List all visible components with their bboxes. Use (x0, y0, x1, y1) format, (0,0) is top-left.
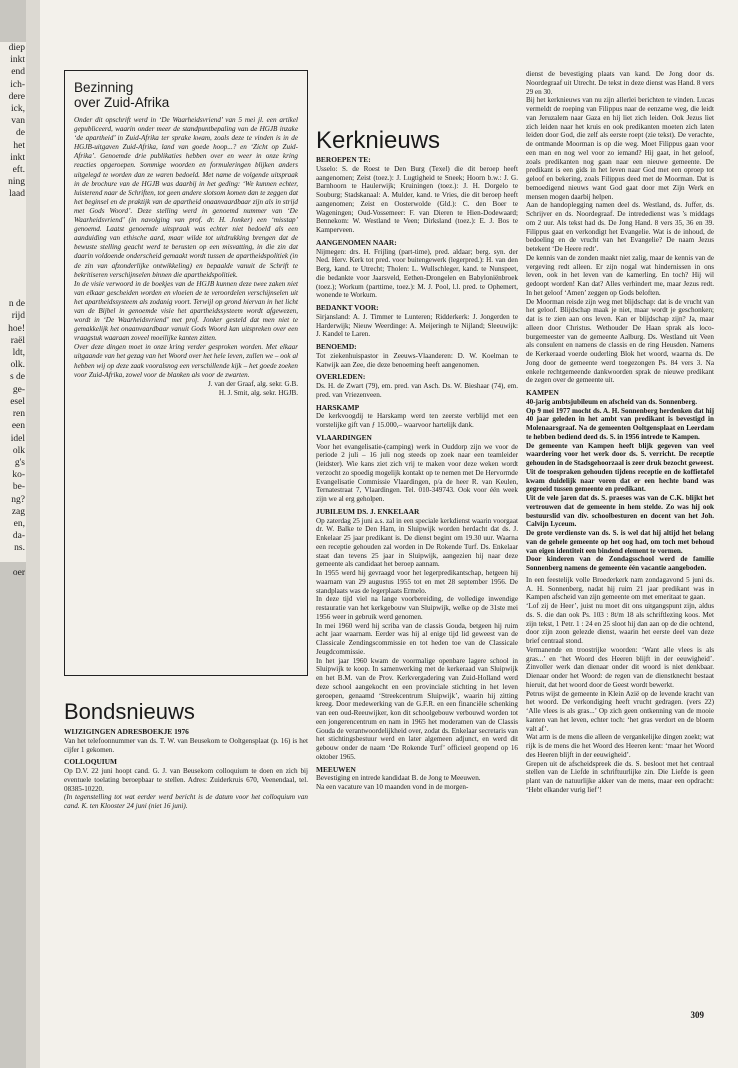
news-text: Sirjansland: A. J. Timmer te Lunteren; Ridderkerk: J. Jongerden te Harderwijk; Nieuw Weerdinge: A. Meijeringh te Nijland; Sleeuwijk: J. Kandel te Laren. (316, 312, 518, 339)
news-text: Aan de handoplegging namen deel ds. Westland, ds. Juffer, ds. Schrijver en ds. Noordegraaf. De intrededienst was 's middags om 2 uur. Als tekst had ds. De Jong Hand. 8 vers 35, 36 en 39. Filippus gaat en verkondigt het Evangelie. Wat is de inhoud, de bedoeling en de vrucht van het Evangelie? De naam Jezus betekent ‘De Heere redt’. (526, 201, 714, 253)
section-heading: BEDANKT VOOR: (316, 303, 379, 312)
article-paragraph: Onder dit opschrift werd in ‘De Waarheidsvriend’ van 5 mei jl. een artikel gepubliceerd, waarin onder meer de standpuntbepaling van de HGJB inzake ‘de apartheid’ in Zuid-Afrika ter sprake kwam, zoals deze te vinden is in de HGJB-uitgaven Zuid-Afrika, land van goede hoop...? en ‘Zicht op Zuid-Afrika’. Genoemde drie publikaties hebben over en weer in onze kring reacties opgeroepen. Sommige woorden en formuleringen blijken anders uitgelegd te worden dan ze waren bedoeld. Met name de volgende uitspraak in de brochure van de HGJB was daarbij in het geding: ‘We kunnen echter, luisterend naar de Schriften, tot geen andere slotsom komen dan te zeggen dat het beginsel en de praktijk van de apartheid onaanvaardbaar zijn als in strijd met Gods Woord’. Deze stelling werd in genoemd nummer van ‘De Waarheidsvriend’ (in navolging van prof. dr. H. Jonker) een ‘misstap’ genoemd. Laatst genoemde uitspraak was echter niet bedoeld als een aanduiding van ethische aard, maar wilde tot uitdrukking brengen dat de bewuste stelling geacht werd te berusten op een misvatting, in die zin dat daarin voldoende onderscheid gemaakt wordt tussen de apartheidspolitiek (in de zin van afzonderlijke ontwikkeling) en bepaalde vanuit de Schrift te bekritiseren verschijnselen binnen die apartheidspolitiek. (74, 116, 298, 279)
previous-page-fragment: s de (9, 372, 25, 383)
previous-page-fragment (0, 286, 26, 298)
section-heading: OVERLEDEN: (316, 372, 366, 382)
news-text: Op D.V. 22 juni hoopt cand. G. J. van Beusekom colloquium te doen en zich bij eventuele toelating beroepbaar te stellen. Adres: Zuiderkruis 670, Veenendaal, tel. 08385-10220. (64, 767, 308, 793)
news-text: Na een vacature van 10 maanden vond in de morgen- (316, 783, 469, 791)
news-text: In een feestelijk volle Broederkerk nam zondagavond 5 juni ds. A. H. Sonnenberg, nadat hij ruim 21 jaar predikant was in Kampen afscheid van zijn gemeente om met emeritaat te gaan. (526, 575, 714, 602)
article-paragraph: Over deze dingen moet in onze kring verder gesproken worden. Met elkaar uitgaande van het gezag van het Woord over het hele leven, zullen we – ook al hebben wij op deze zaak vooralsnog een verschillende kijk – het goede zoeken voor Zuid-Afrika, zowel voor de blanken als voor de zwarten. (74, 343, 298, 379)
previous-page-fragment: da- (12, 531, 25, 542)
previous-page-fragment: end (11, 67, 25, 78)
book-gutter (26, 0, 40, 1068)
news-text: De Moorman reisde zijn weg met blijdschap: dat is de vrucht van het geloof. Blijdschap maak je niet, maar wordt je geschonken; dat is te zien aan ons leven. Kan er blijdschap zijn? Ja, maar alleen door Christus. Wethouder De Haan sprak als loco-burgemeester van de gemeente Aalburg. Ds. Westland uit Veen als consulent en namens de classis en de ring Heusden. Namens de Kerkeraad voerde ouderling Blok het woord, waarna ds. De Jong door de gemeente werd toegezongen Ps. 84 vers 3. Na enkele rechtgemeende dankwoorden sprak de nieuwe predikant de zegen over de gemeente uit. (526, 297, 714, 385)
previous-page-fragment: dere (8, 91, 25, 102)
page-number: 309 (690, 1010, 704, 1020)
news-text: In het jaar 1960 kwam de voormalige openbare lagere school in Sluipwijk te koop. In samenwerking met de kerkeraad van Sluipwijk en het B.M. van de Prov. Kerkvergadering van Zuid-Holland werd deze school aangekocht en een provinciale stichting in het leven geroepen, genaamd ‘Streekcentrum Sluipwijk’, waarin hij zitting kreeg. Door medewerking van de G.F.R. en een financiële schenking van een oud-Reeuwijker, kon dit schoolgebouw verbouwd worden tot een jongerencentrum en nam in 1965 het moderamen van de Classis Gouda de verantwoordelijkheid over, zodat ds. Enkelaar secretaris van het stichtingsbestuur werd en later algemeen adjunct, en werd dit gebouw onder de naam ‘De Rokende Turf’ officieel geopend op 16 oktober 1965. (316, 656, 518, 761)
previous-page-fragment (0, 249, 26, 261)
news-bold-text: De grote verdienste van ds. S. is wel dat hij altijd het belang van de gehele gemeente op het oog had, om toch met behoud van eigen identiteit een bindend element te vormen. (526, 529, 714, 555)
previous-page-fragment: n de (8, 299, 25, 310)
previous-page-fragment: olk (12, 445, 25, 456)
previous-page-fragment (0, 262, 26, 274)
news-bold-text: Uit de toespraken gehouden tijdens receptie en de koffietafel kwam duidelijk naar voren dat er een hechte band was gegroeid tussen gemeente en predikant. (526, 467, 714, 494)
news-text: In 1955 werd hij gevraagd voor het legerpredikantschap, hetgeen hij waarnam van 29 augustus 1955 tot en met 28 september 1956. De standplaats was de legerplaats Ermelo. (316, 569, 518, 595)
previous-page-fragment: de (16, 128, 25, 139)
previous-page-fragment: ldt, (12, 348, 25, 359)
previous-page-edge (0, 42, 26, 578)
previous-page-fragment: ren (12, 409, 25, 420)
news-text: dienst de bevestiging plaats van kand. De Jong door ds. Noordegraaf uit Utrecht. De tekst in deze dienst was Hand. 8 vers 29 en 30. (526, 70, 714, 96)
news-text: Bevestiging en intrede kandidaat B. de Jong te Meeuwen. (316, 774, 481, 783)
framed-article (64, 70, 308, 676)
previous-page-fragment: idel (10, 433, 25, 444)
previous-page-fragment (0, 225, 26, 237)
previous-page-fragment (0, 274, 26, 286)
section-heading: BEROEPEN TE: (316, 155, 371, 164)
previous-page-fragment: inkt (10, 55, 25, 66)
previous-page-fragment: ich- (10, 79, 25, 90)
news-text: De kennis van de zonden maakt niet zalig, maar de kennis van de vergeving redt alleen. Er zijn nogal wat hindernissen in ons leven, ook in het leven van de kamerling. En toch? Hij wil gedoopt worden! Kan dat? Alles verhindert me, maar Jezus redt. In het geloof ‘Amen’ zeggen op Gods beloften. (526, 253, 714, 297)
news-text: Bij het kerknieuws van nu zijn allerlei berichten te vinden. Lucas vermeldt de roeping van Filippus naar de eenzame weg, die leidt van Jeruzalem naar Gaza en hij liet zich leiden. Ook Jezus liet zich leiden naar het kruis en ook predikanten moeten zich laten leiden door God, die zelf als eerste roept (zie tekst). De verachte, de ontmande Moorman is op die weg. Moet Filippus gaan voor een man en nog wel voor zo iemand? Hij gaat, in het geloof, zoals predikanten nog gaan naar een nieuwe gemeente. De predikant is een gids in het leven naar God met een oproep tot geloof en bekering, zoals Filippus deed met de Moorman. Dat is bemoedigend nieuws want God gaat door met Zijn Werk en mensen mogen daarbij helpen. (526, 96, 714, 201)
previous-page-fragment: hoe! (8, 323, 25, 334)
previous-page-fragment: ns. (14, 543, 25, 554)
news-bold-text: Door kinderen van de Zondagsschool werd de familie Sonnenberg namens de gemeente één vacantie aangeboden. (526, 555, 714, 572)
previous-page-fragment: esel (10, 396, 25, 407)
section-heading: AANGENOMEN NAAR: (316, 237, 397, 247)
news-text: Wat arm is de mens die alleen de vergankelijke dingen zoekt; wat rijk is de mens die het Woord des Heeren kent: ‘maar het Woord des Heeren blijft in der eeuwigheid’. (526, 733, 714, 759)
news-subheading: 40-jarig ambtsjubileum en afscheid van ds. Sonnenberg. (526, 397, 697, 406)
previous-page-fragment: laad (9, 189, 25, 200)
section-heading: HARSKAMP (316, 402, 360, 412)
previous-page-fragment (0, 213, 26, 225)
news-bold-text: De gemeente van Kampen heeft blijk gegeven van veel waardering voor het werk door ds. S. verricht. De receptie gehouden in de Stadsgehoorzaal is zeer druk bezocht geweest. (526, 441, 714, 467)
previous-page-fragment: diep (8, 43, 25, 53)
previous-page-fragment: ge- (12, 384, 25, 395)
news-text: Nijmegen: drs. H. Frijling (part-time), pred. aldaar; berg. syn. der Ned. Herv. Kerk tot pred. voor buitengewerk (legerpred.): H. van den Berg, kand. te Utrecht; Tholen: L. Wullschleger, kand. te Nunspeet, die bedankte voor Jaarsveld, Eethen-Drongelen en Babyloniënbroek (toez.); Workum (parttime, toez.): M. J. Pool, l.l. pred. te Ophemert, wonende te Workum. (316, 247, 518, 300)
previous-page-fragment: olk. (10, 360, 25, 371)
bondsnieuws-column (64, 728, 308, 811)
section-heading: COLLOQUIUM (64, 757, 117, 767)
previous-page-fragment: ng? (11, 494, 25, 505)
previous-page-fragment: be- (12, 482, 25, 493)
article-paragraph: In de visie verwoord in de boekjes van de HGJB kunnen deze twee zaken niet van elkaar gescheiden worden en vloeien de te veroordelen verschijnselen uit het apartheidssysteem als zodanig voort. Terwijl op grond hiervan in het licht van de Bijbel in genoemde visie het apartheidssysteem wordt afgewezen, wordt in ‘De Waarheidsvriend’ met prof. Jonker gesteld dat men niet te gemakkelijk het onaanvaardbaar vanuit Gods Woord kan uitspreken over een vraagstuk waaraan zoveel moeilijke kanten zitten. (74, 279, 298, 343)
news-text: Vermanende en troostrijke woorden: ‘Want alle vlees is als gras...’ en ‘het Woord des Heeren blijft in der eeuwigheid’. Zinvoller werk dan dienaar onder dit woord is niet denkbaar. Dienaar onder het Woord: de regen van de dienstknecht bestaat hieruit, dat het woord door de Geest wordt bewerkt. (526, 645, 714, 689)
section-heading: MEEUWEN (316, 764, 356, 774)
kerknieuws-heading: Kerknieuws (316, 127, 441, 154)
previous-page-fragment: ko- (12, 470, 25, 481)
news-text: Ds. H. de Zwart (79), em. pred. van Asch. Ds. W. Bieshaar (74), em. pred. van Vriezenveen. (316, 382, 518, 399)
signature: J. van der Graaf, alg. sekr. G.B. (207, 379, 298, 388)
previous-page-fragment (0, 237, 26, 249)
news-bold-text: Uit de vele jaren dat ds. S. praeses was van de C.K. blijkt het vertrouwen dat de gemeente in hem stelde. Zo was hij ook bestuurslid van div. schoolbesturen en docent van het Joh. Calvijn Lyceum. (526, 494, 714, 529)
news-text: Op zaterdag 25 juni a.s. zal in een speciale kerkdienst waarin voorgaat dr. W. Balke te Den Ham, in Sluipwijk worden herdacht dat ds. J. Enkelaar 25 jaar predikant is. De dienst begint om 19.30 uur. Waarna een receptie gehouden zal worden in De Rokende Turf. Ds. Enkelaar staat dan tevens 25 jaar in Sluipwijk, aangezien hij naar deze gemeente als candidaat het beroep aannam. (316, 516, 518, 569)
news-text: In deze tijd viel na lange voorbereiding, de volledige inwendige restauratie van het kerkgebouw van Sluipwijk, welke op de 31ste mei 1956 weer in gebruik werd genomen. (316, 595, 518, 621)
previous-page-fragment: inkt (10, 152, 25, 163)
article-title (74, 80, 298, 110)
news-text: Tot ziekenhuispastor in Zeeuws-Vlaanderen: D. W. Koelman te Katwijk aan Zee, die deze benoeming heeft aangenomen. (316, 351, 518, 369)
title-line-2: over Zuid-Afrika (74, 95, 170, 110)
news-text: In mei 1960 werd hij scriba van de classis Gouda, betgeen hij ruim acht jaar waarnam. Eerder was hij al enige tijd lid geweest van de Classicale Zendingscommissie en tot heden toe van de Classicale Jeugdcommissie. (316, 621, 518, 656)
magazine-page (40, 0, 738, 1068)
news-text: Petrus wijst de gemeente in Klein Azië op de levende kracht van het woord. De verkondiging heeft vrucht gedragen. (vers 22) ‘Alle vlees is als gras...’ Op zich geen ontkenning van de mooie kanten van het leven, echter toch: ‘het gras verdort en de bloem valt af’. (526, 689, 714, 733)
previous-page-fragment: g's (14, 457, 25, 468)
previous-page-fragment: raël (10, 335, 25, 346)
news-text: ‘Lof zij de Heer’, juist nu moet dit ons uitgangspunt zijn, aldus ds. S. die dan ook Ps. 103 : 8t/m 18 als schriftlezing koos. Met zijn tekst, 1 Petr. 1 : 24 en 25 sloot hij dan aan op de die ochtend, door zijn zoon gelezde dienst, waarin het eerste deel van deze brief centraal stond. (526, 602, 714, 645)
right-column (526, 70, 714, 795)
section-heading: KAMPEN (526, 388, 559, 397)
previous-page-fragment: een (11, 421, 25, 432)
bondsnieuws-heading: Bondsnieuws (64, 699, 195, 724)
news-text: Usselo: S. de Roest te Den Burg (Texel) die dit beroep heeft aangenomen; Zeist (toez.): J. Lugtigheid te Sneek; Hoorn b.w.: J. G. Barnhoorn te Haulerwijk; Kruiningen (toez.): J. H. Dorgelo te Souburg; Stadskanaal: A. Mulder, kand. te Vries, die dit beroep heeft aangenomen; Zeist en Oosterwolde (Gld.): C. den Boer te Wageningen; Oud-Vossemeer: F. van Dieren te Hien-Dodewaard; Bennekom: W. Westland te Veen; Dirksland (toez.): E. J. Bos te Kamperveen. (316, 164, 518, 234)
previous-page-fragment (0, 201, 26, 213)
news-text: Van het telefoonnummer van ds. T. W. van Beusekom te Ooltgensplaat (p. 16) is het cijfer 1 gekomen. (64, 736, 308, 754)
previous-page-fragment: ick, (11, 104, 25, 115)
news-text: Voor het evangelisatie-(camping) werk in Ouddorp zijn we voor de periode 2 juli – 16 juli nog steeds op zoek naar een teamleider (leidster). Wie kans ziet zich vrij te maken voor deze weken wordt verzocht zo spoedig mogelijk kontakt op te nemen met De Hervormde Evangelisatie Commissie Vlaardingen, p/a de heer R. van Keulen, Ternatestraat 7, Vlaardingen. Tel. 010-349743. Ook voor één week zijn we al erg geholpen. (316, 442, 518, 503)
kerknieuws-column (316, 156, 518, 792)
section-heading: WIJZIGINGEN ADRESBOEKJE 1976 (64, 727, 189, 736)
section-heading: VLAARDINGEN (316, 432, 372, 442)
previous-page-fragment: zag (11, 506, 25, 517)
title-line-1: Bezinning (74, 80, 134, 95)
signature: H. J. Smit, alg. sekr. HGJB. (218, 388, 298, 397)
previous-page-fragment: en, (13, 518, 25, 529)
previous-page-fragment: rijd (11, 311, 25, 322)
previous-page-fragment: ning (8, 177, 25, 188)
news-text: Grepen uit de afscheidspreek die ds. S. besloot met het centraal stellen van de Liefde in schriftuurlijke zin. Die Liefde is geen plant van de natuurlijke akker van de mens, maar een opdracht: ‘Hebt elkander vurig lief’! (526, 759, 714, 794)
previous-page-fragment: van (11, 116, 25, 127)
news-text: (In tegenstelling tot wat eerder werd bericht is de datum voor het colloquium van cand. K. ten Klooster 24 juni (niet 16 juni). (64, 793, 308, 810)
previous-page-fragment: eft. (12, 165, 25, 176)
news-bold-text: Op 9 mei 1977 mocht ds. A. H. Sonnenberg herdenken dat hij 40 jaar geleden in het ambt van predikant is bevestigd in Molenaarsgraaf. Na de gemeenten Ooltgensplaat en Leerdam te hebben bediend deed ds. S. in 1956 intrede te Kampen. (526, 406, 714, 441)
news-text: De kerkvoogdij te Harskamp werd ten zeerste verblijd met een vorstelijke gift van ƒ 15.000,– waarvoor hartelijk dank. (316, 412, 518, 429)
previous-page-fragment: het (13, 140, 25, 151)
section-heading: BENOEMD: (316, 342, 357, 351)
section-heading: JUBILEUM DS. J. ENKELAAR (316, 506, 420, 516)
previous-page-fragment (0, 555, 26, 567)
previous-page-fragment: oer (12, 567, 25, 578)
